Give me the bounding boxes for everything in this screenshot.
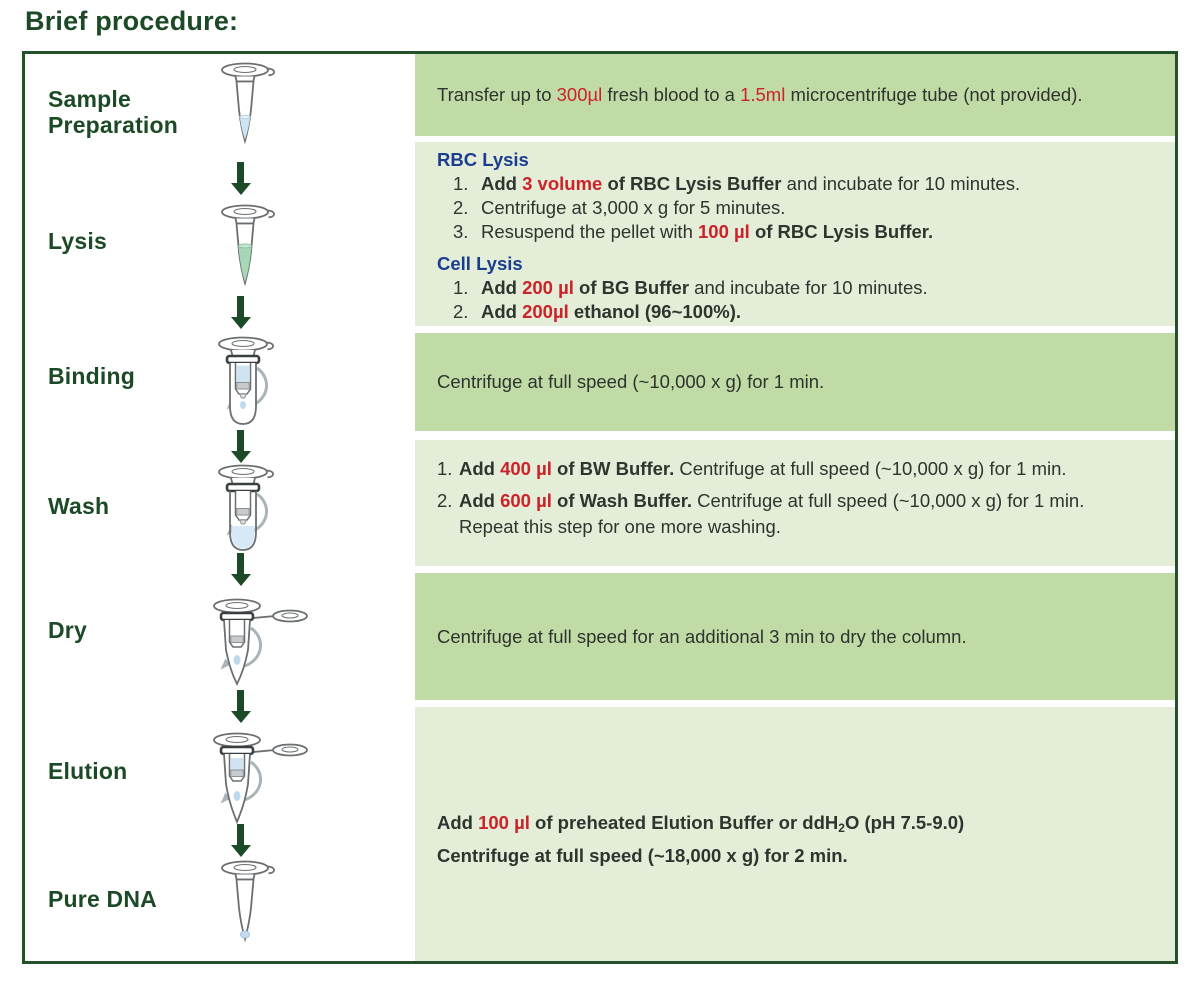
- text-segment: Resuspend the pellet with: [481, 221, 698, 242]
- item-number: 2.: [453, 301, 469, 322]
- list-item: [453, 220, 1167, 244]
- panel-dry: [415, 573, 1175, 700]
- step-label-pure-dna: Pure DNA: [48, 886, 157, 912]
- item-number: 2.: [437, 490, 453, 511]
- procedure-box: [22, 51, 1178, 964]
- text-segment-red-bold: 100 µl: [478, 812, 530, 833]
- text-segment-red-bold: 400 µl: [500, 458, 552, 479]
- open-lid: [253, 745, 307, 756]
- item-text: [481, 220, 933, 244]
- rbc-lysis-heading: RBC Lysis: [437, 149, 529, 170]
- text-segment-red-bold: 3 volume: [522, 173, 603, 194]
- sample-instruction: [437, 83, 1083, 107]
- text-segment-bold: Add: [481, 173, 523, 194]
- pure-dna-tube-icon: [205, 858, 285, 950]
- list-item: [453, 276, 1167, 300]
- open-lid-column-icon: [185, 594, 320, 694]
- dna-pellet: [241, 931, 250, 938]
- list-item: [453, 172, 1167, 196]
- panel-lysis: [415, 142, 1175, 326]
- down-arrow-icon: [237, 162, 244, 183]
- text-segment-red-bold: 200 µl: [522, 277, 574, 298]
- panel-elution: [415, 707, 1175, 961]
- text-segment-bold: Add: [481, 301, 523, 322]
- text-segment-bold: of BG Buffer: [573, 277, 690, 298]
- down-arrow-icon: [237, 430, 244, 451]
- text-segment-red-bold: 100 µl: [698, 221, 750, 242]
- text-segment-bold: of RBC Lysis Buffer: [602, 173, 782, 194]
- step-label-sample-preparation: Sample Preparation: [48, 86, 179, 138]
- cell-lysis-list: [453, 276, 1167, 324]
- wash-repeat-note: Repeat this step for one more washing.: [459, 516, 781, 537]
- column-outline: [214, 734, 260, 823]
- text-segment-red: 300µl: [556, 84, 603, 105]
- text-segment-red-bold: 600 µl: [500, 490, 552, 511]
- list-item: [453, 300, 1167, 324]
- item-text: [481, 276, 928, 300]
- step-label-binding: Binding: [48, 363, 135, 389]
- text-segment-bold: O (pH 7.5-9.0): [844, 812, 965, 833]
- text-segment: and incubate for 10 minutes.: [689, 277, 928, 298]
- spin-column-icon: [197, 334, 297, 432]
- waste-liquid: [232, 526, 255, 549]
- page-title: Brief procedure:: [25, 6, 239, 36]
- tube-outline: [222, 64, 274, 142]
- open-lid-column-elution-icon: [185, 726, 320, 834]
- rbc-lysis-list: [453, 172, 1167, 244]
- down-arrow-icon: [237, 553, 244, 574]
- sample-tube-icon: [205, 60, 285, 155]
- text-segment: microcentrifuge tube (not provided).: [785, 84, 1083, 105]
- list-item: [437, 456, 1167, 482]
- dry-instruction: Centrifuge at full speed for an additional 3 min to dry the column.: [437, 625, 967, 647]
- text-segment: Transfer up to: [437, 84, 557, 105]
- text-segment-bold: of BW Buffer.: [551, 458, 675, 479]
- list-item: [437, 488, 1167, 540]
- text-segment: Centrifuge at 3,000 x g for 5 minutes.: [481, 197, 786, 218]
- item-text: [459, 456, 1067, 482]
- text-segment: Centrifuge at full speed (~10,000 x g) for 1 min.: [674, 458, 1067, 479]
- down-arrow-icon: [237, 296, 244, 317]
- step-label-lysis: Lysis: [48, 228, 107, 254]
- item-number: 3.: [453, 221, 469, 242]
- text-segment-bold: ethanol (96~100%).: [568, 301, 741, 322]
- text-segment-bold: of RBC Lysis Buffer.: [749, 221, 934, 242]
- text-segment-red-bold: 200µl: [522, 301, 569, 322]
- open-lid: [253, 611, 307, 622]
- step-label-wash: Wash: [48, 493, 110, 519]
- spin-column-wash-icon: [197, 462, 297, 554]
- elution-instruction-line1: [437, 809, 1167, 842]
- item-number: 2.: [453, 197, 469, 218]
- panel-sample-preparation: [415, 54, 1175, 136]
- lysis-tube-icon: [205, 202, 285, 297]
- cell-lysis-heading: Cell Lysis: [437, 253, 523, 274]
- list-item: [453, 196, 1167, 220]
- text-segment: and incubate for 10 minutes.: [781, 173, 1021, 194]
- text-segment-bold: of Wash Buffer.: [551, 490, 693, 511]
- step-label-elution: Elution: [48, 758, 128, 784]
- item-text: [459, 488, 1084, 540]
- text-segment-bold: Add: [459, 490, 501, 511]
- panel-binding: [415, 333, 1175, 431]
- down-arrow-icon: [237, 824, 244, 845]
- item-number: 1.: [453, 277, 469, 298]
- item-text: [481, 300, 741, 324]
- item-number: 1.: [437, 458, 453, 479]
- item-text: [481, 172, 1020, 196]
- binding-instruction: Centrifuge at full speed (~10,000 x g) for 1 min.: [437, 371, 825, 392]
- text-segment-bold: Add: [437, 812, 479, 833]
- elution-instruction-line2: Centrifuge at full speed (~18,000 x g) for 2 min.: [437, 845, 848, 866]
- item-number: 1.: [453, 173, 469, 194]
- subscript-segment: 2: [838, 821, 845, 835]
- down-arrow-icon: [237, 690, 244, 711]
- text-segment: Centrifuge at full speed (~10,000 x g) for 1 min.: [692, 490, 1085, 511]
- step-label-dry: Dry: [48, 617, 87, 643]
- panel-wash: [415, 440, 1175, 566]
- item-text: [481, 196, 785, 220]
- text-segment: fresh blood to a: [602, 84, 741, 105]
- text-segment-red: 1.5ml: [740, 84, 786, 105]
- text-segment-bold: Add: [481, 277, 523, 298]
- text-segment-bold: of preheated Elution Buffer or ddH: [529, 812, 839, 833]
- tube-outline: [222, 862, 274, 940]
- text-segment-bold: Add: [459, 458, 501, 479]
